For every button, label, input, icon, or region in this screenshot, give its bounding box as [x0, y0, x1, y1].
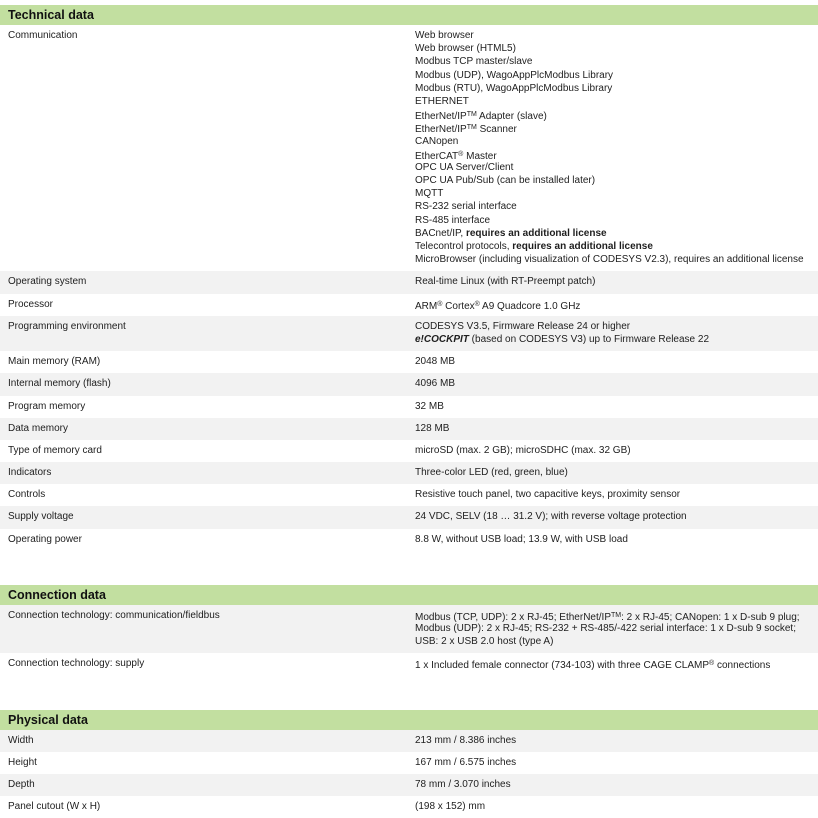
- row-label: Operating power: [8, 533, 82, 545]
- list-item: Modbus (RTU), WagoAppPlcModbus Library: [415, 82, 613, 94]
- row-value: Modbus (TCP, UDP): 2 x RJ-45; EtherNet/IP™: 2 x RJ-45; CANopen: 1 x D-sub 9 plug; Modbus (UDP): 2 x RJ-45; RS-232 + RS-485/-422 serial interface: 1 x D-sub 9 socket; USB: 2 x USB 2.0 host (type A): [407, 605, 818, 654]
- row-value: ARM® Cortex® A9 Quadcore 1.0 GHz: [415, 300, 581, 312]
- row-label: Connection technology: supply: [8, 658, 145, 670]
- table-row: [0, 271, 818, 293]
- row-value: 128 MB: [407, 418, 818, 440]
- row-value: microSD (max. 2 GB); microSDHC (max. 32 GB): [415, 444, 631, 456]
- connection-data-table: [0, 605, 818, 676]
- physical-data-table: [0, 730, 818, 818]
- row-value: 213 mm / 8.386 inches: [407, 730, 818, 752]
- list-item: MicroBrowser (including visualization of CODESYS V2.3), requires an additional license: [415, 254, 804, 266]
- row-label: Main memory (RAM): [8, 356, 101, 368]
- row-label: Depth: [0, 774, 407, 796]
- table-row: [0, 653, 818, 675]
- table-row: [0, 396, 818, 418]
- communication-label: Communication: [8, 30, 78, 41]
- row-value: Three-color LED (red, green, blue): [407, 462, 818, 484]
- table-row: [0, 752, 818, 774]
- ecockpit-logo: e!COCKPIT: [415, 333, 469, 345]
- row-label: Indicators: [0, 462, 407, 484]
- connection-data-heading: Connection data: [0, 585, 818, 605]
- row-label: Width: [0, 730, 407, 752]
- row-label: Data memory: [0, 418, 407, 440]
- list-item: OPC UA Server/Client: [415, 161, 514, 173]
- table-row: [0, 440, 818, 462]
- table-row: [0, 294, 818, 316]
- table-row: [0, 351, 818, 373]
- table-row: [0, 730, 818, 752]
- list-item: BACnet/IP, requires an additional license: [415, 227, 607, 239]
- list-item: Modbus TCP master/slave: [415, 56, 533, 68]
- list-item: MQTT: [415, 188, 444, 200]
- list-item: EtherCAT® Master: [415, 150, 497, 162]
- row-value: CODESYS V3.5, Firmware Release 24 or higher e!COCKPIT (based on CODESYS V3) up to Firmware Release 22: [407, 316, 818, 351]
- list-item: Modbus (UDP), WagoAppPlcModbus Library: [415, 69, 614, 81]
- row-label: Connection technology: communication/fieldbus: [0, 605, 407, 654]
- physical-data-heading: Physical data: [0, 710, 818, 730]
- table-row: [0, 462, 818, 484]
- table-row: [0, 25, 818, 271]
- table-row: [0, 774, 818, 796]
- table-row: [0, 506, 818, 528]
- row-label: Panel cutout (W x H): [8, 801, 101, 813]
- connection-data-section: [0, 585, 818, 676]
- row-value: 32 MB: [415, 400, 444, 412]
- list-item: Web browser (HTML5): [415, 43, 516, 55]
- list-item: CANopen: [415, 135, 459, 147]
- row-label: Program memory: [8, 400, 86, 412]
- row-value: 8.8 W, without USB load; 13.9 W, with USB load: [415, 533, 628, 545]
- table-row: [0, 605, 818, 654]
- table-row: [0, 316, 818, 351]
- list-item: RS-232 serial interface: [415, 201, 517, 213]
- row-value: 2048 MB: [415, 356, 456, 368]
- row-value: 78 mm / 3.070 inches: [407, 774, 818, 796]
- row-label: Controls: [8, 489, 46, 501]
- row-label: Processor: [8, 298, 54, 310]
- row-value: Real-time Linux (with RT-Preempt patch): [407, 271, 818, 293]
- row-label: Type of memory card: [8, 444, 102, 456]
- row-label: Internal memory (flash): [0, 373, 407, 395]
- technical-data-table: [0, 25, 818, 551]
- table-row: [0, 373, 818, 395]
- row-value: (198 x 152) mm: [415, 801, 486, 813]
- physical-data-section: [0, 710, 818, 818]
- row-value: 24 VDC, SELV (18 … 31.2 V); with reverse voltage protection: [407, 506, 818, 528]
- technical-data-section: [0, 5, 818, 551]
- row-label: Operating system: [0, 271, 407, 293]
- technical-data-heading: Technical data: [0, 5, 818, 25]
- communication-value: [407, 25, 818, 271]
- list-item: Telecontrol protocols, requires an additional license: [415, 241, 653, 252]
- row-label: Programming environment: [0, 316, 407, 351]
- list-item: RS-485 interface: [415, 214, 491, 226]
- list-item: EtherNet/IP™ Scanner: [415, 124, 517, 136]
- row-label: Supply voltage: [0, 506, 407, 528]
- row-label: Height: [8, 756, 37, 768]
- row-value: 4096 MB: [407, 373, 818, 395]
- list-item: OPC UA Pub/Sub (can be installed later): [415, 175, 596, 187]
- table-row: [0, 484, 818, 506]
- row-value: 167 mm / 6.575 inches: [415, 756, 517, 768]
- table-row: [0, 418, 818, 440]
- table-row: [0, 529, 818, 551]
- list-item: Web browser: [415, 30, 474, 41]
- list-item: EtherNet/IP™ Adapter (slave): [415, 111, 547, 123]
- row-value: Resistive touch panel, two capacitive keys, proximity sensor: [415, 489, 681, 501]
- table-row: [0, 796, 818, 818]
- list-item: ETHERNET: [415, 95, 469, 107]
- row-value: 1 x Included female connector (734-103) with three CAGE CLAMP® connections: [415, 660, 771, 672]
